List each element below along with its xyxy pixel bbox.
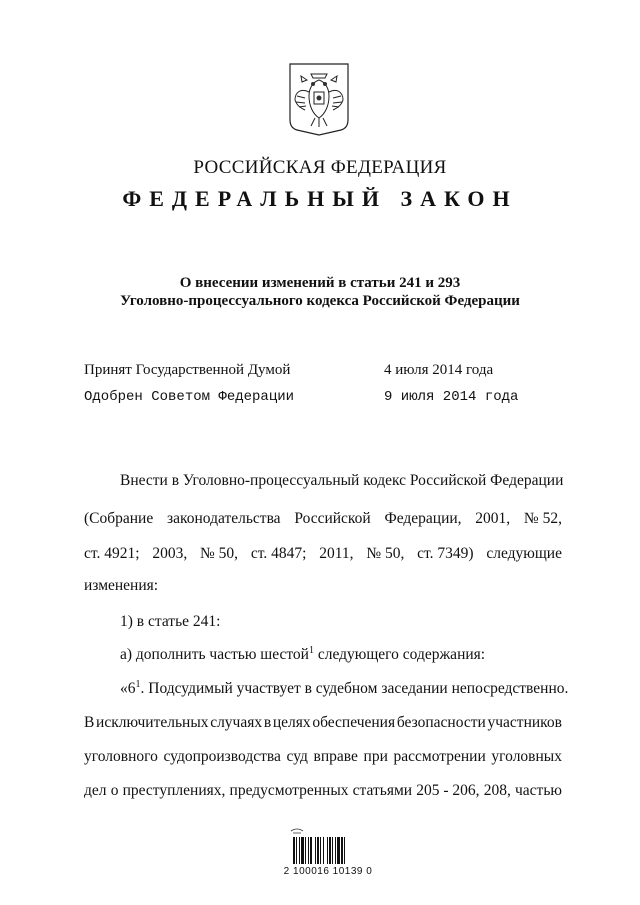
word: суд	[286, 748, 308, 765]
word: преступлениях,	[122, 782, 226, 799]
word: В	[84, 714, 95, 731]
barcode-bar	[332, 837, 333, 864]
council-approval-label: Одобрен Советом Федерации	[84, 389, 295, 405]
word: ст. 7349)	[417, 545, 474, 562]
body-line-7-text: «6	[120, 680, 136, 697]
word: (Собрание	[84, 510, 154, 527]
word: вправе	[313, 748, 358, 765]
word: исключительных	[96, 714, 209, 731]
word: целях	[272, 714, 311, 731]
word: 2003,	[152, 545, 188, 562]
country-name: РОССИЙСКАЯ ФЕДЕРАЦИЯ	[193, 157, 447, 178]
word: безопасности	[396, 714, 486, 731]
word: случаях	[210, 714, 263, 731]
barcode-bar	[341, 837, 343, 864]
barcode-bar	[299, 837, 300, 864]
word: Российской	[294, 510, 371, 527]
barcode-bar	[329, 837, 331, 864]
body-line-2	[84, 510, 562, 528]
body-line-6	[120, 646, 485, 664]
barcode-bar	[305, 837, 306, 864]
barcode-bar	[323, 837, 324, 864]
barcode-bar	[308, 837, 309, 864]
word: 208,	[483, 782, 511, 799]
barcode-number: 2 100016 10139 0	[283, 866, 373, 877]
barcode-bar	[320, 837, 321, 864]
word: рассмотрении	[393, 748, 486, 765]
barcode-bar	[296, 837, 297, 864]
word: № 50,	[200, 545, 239, 562]
word: ст. 4847;	[250, 545, 307, 562]
barcode-bar	[317, 837, 319, 864]
body-line-5: 1) в статье 241:	[120, 613, 221, 630]
word: ст. 4921;	[84, 545, 140, 562]
word: о	[110, 782, 119, 799]
barcode-bar	[293, 837, 295, 864]
body-line-1: Внести в Уголовно-процессуальный кодекс Российской Федерации	[120, 472, 564, 489]
word: при	[363, 748, 388, 765]
barcode-bar	[344, 837, 345, 864]
barcode-bar	[327, 837, 328, 864]
body-line-7	[120, 680, 568, 698]
law-title-line-1: О внесении изменений в статьи 241 и 293	[179, 275, 461, 291]
barcode-bar	[315, 837, 316, 864]
body-line-6-text-end: следующего содержания:	[313, 646, 486, 663]
coat-of-arms-icon	[287, 62, 351, 136]
word: № 50,	[366, 545, 405, 562]
document-type: ФЕДЕРАЛЬНЫЙ ЗАКОН	[122, 186, 518, 211]
superscript: 1	[135, 679, 141, 690]
word: судопроизводства	[163, 748, 281, 765]
body-line-10	[84, 782, 562, 800]
barcode	[287, 827, 369, 887]
word: участников	[487, 714, 562, 731]
word: 2001,	[475, 510, 511, 527]
word: законодательства	[167, 510, 281, 527]
word: в	[263, 714, 272, 731]
word: статьями	[352, 782, 413, 799]
body-line-9	[84, 748, 562, 766]
duma-adoption-date: 4 июля 2014 года	[384, 362, 494, 378]
word: дел	[84, 782, 107, 799]
body-line-8	[84, 714, 562, 732]
word: Федерации,	[384, 510, 462, 527]
word: уголовных	[491, 748, 562, 765]
word: уголовного	[84, 748, 158, 765]
law-title-line-2: Уголовно-процессуального кодекса Российской Федерации	[120, 293, 520, 309]
body-line-6-text: а) дополнить частью шестой	[120, 646, 309, 663]
word: следующие	[486, 545, 562, 562]
word: 205 - 206,	[416, 782, 480, 799]
barcode-bars	[293, 837, 345, 864]
word: предусмотренных	[229, 782, 349, 799]
duma-adoption-label: Принят Государственной Думой	[84, 362, 291, 378]
barcode-bar	[337, 837, 340, 864]
barcode-bar	[310, 837, 312, 864]
council-approval-date: 9 июля 2014 года	[384, 389, 519, 405]
word: обеспечения	[312, 714, 396, 731]
body-line-7-text-end: . Подсудимый участвует в судебном заседании непосредственно.	[140, 680, 569, 697]
body-line-4: изменения:	[84, 577, 159, 594]
word: частью	[515, 782, 562, 799]
word: 2011,	[319, 545, 354, 562]
word: № 52,	[523, 510, 562, 527]
superscript: 1	[308, 645, 314, 656]
barcode-stamp-mark	[291, 829, 303, 833]
body-line-3	[84, 545, 562, 563]
barcode-bar	[335, 837, 336, 864]
barcode-bar	[301, 837, 304, 864]
